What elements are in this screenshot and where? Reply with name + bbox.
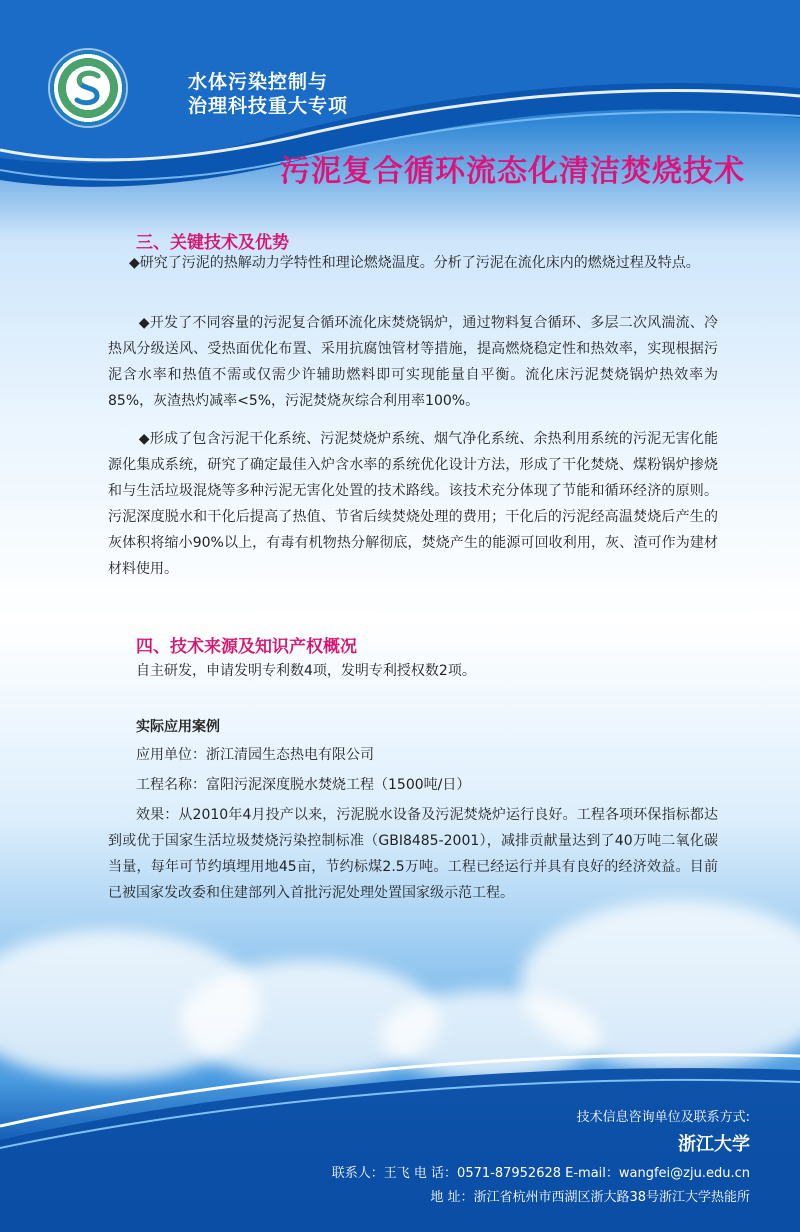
brand-line-1: 水体污染控制与 [188, 71, 329, 93]
footer-contact: 联系人：王飞 电 话：0571-87952628 E-mail：wangfei@zju.edu.cn [331, 1166, 750, 1181]
case-project: 工程名称：富阳污泥深度脱水焚烧工程（1500吨/日） [136, 777, 471, 793]
section-3-paragraph-2: ◆开发了不同容量的污泥复合循环流化床焚烧锅炉，通过物料复合循环、多层二次风湍流、冷热风分级送风、受热面优化布置、采用抗腐蚀管材等措施，提高燃烧稳定性和热效率，实现根据污泥含水率和热值不需或仅需少许辅助燃料即可实现能量自平衡。流化床污泥焚烧锅炉热效率为85%，灰渣热灼减率<5%，污泥焚烧灰综合利用率100%。 [108, 315, 718, 409]
case-heading: 实际应用案例 [136, 719, 220, 735]
section-3-paragraph-3: ◆形成了包含污泥干化系统、污泥焚烧炉系统、烟气净化系统、余热利用系统的污泥无害化能源化集成系统，研究了确定最佳入炉含水率的系统优化设计方法，形成了干化焚烧、煤粉锅炉掺烧和与生活垃圾混烧等多种污泥无害化处置的技术路线。该技术充分体现了节能和循环经济的原则。污泥深度脱水和干化后提高了热值、节省后续焚烧处理的费用；干化后的污泥经高温焚烧后产生的灰体积将缩小90%以上，有毒有机物热分解彻底，焚烧产生的能源可回收利用，灰、渣可作为建材材料使用。 [108, 431, 718, 577]
project-logo [50, 50, 126, 126]
case-effect: 效果：从2010年4月投产以来，污泥脱水设备及污泥焚烧炉运行良好。工程各项环保指标都达到或优于国家生活垃圾焚烧污染控制标准（GBI8485-2001），减排贡献量达到了40万吨二氧化碳当量，每年可节约填埋用地45亩，节约标煤2.5万吨。工程已经运行并具有良好的经济效益。目前已被国家发改委和住建部列入首批污泥处理处置国家级示范工程。 [108, 807, 718, 901]
footer-consult-label: 技术信息咨询单位及联系方式: [576, 1110, 750, 1125]
section-3-paragraph-1: ◆研究了污泥的热解动力学特性和理论燃烧温度。分析了污泥在流化床内的燃烧过程及特点。 [129, 255, 700, 271]
footer-org: 浙江大学 [678, 1134, 750, 1155]
case-unit: 应用单位：浙江清园生态热电有限公司 [136, 747, 374, 763]
brand-line-2: 治理科技重大专项 [188, 95, 349, 117]
page-title: 污泥复合循环流态化清洁焚烧技术 [280, 154, 745, 189]
s-wave-icon [72, 70, 104, 106]
section-4-text: 自主研发，申请发明专利数4项，发明专利授权数2项。 [136, 663, 476, 679]
section-4-heading: 四、技术来源及知识产权概况 [136, 637, 357, 657]
footer-address: 地 址：浙江省杭州市西湖区浙大路38号浙江大学热能所 [430, 1190, 750, 1205]
brand-name [188, 70, 348, 118]
section-3-heading: 三、关键技术及优势 [136, 233, 289, 253]
